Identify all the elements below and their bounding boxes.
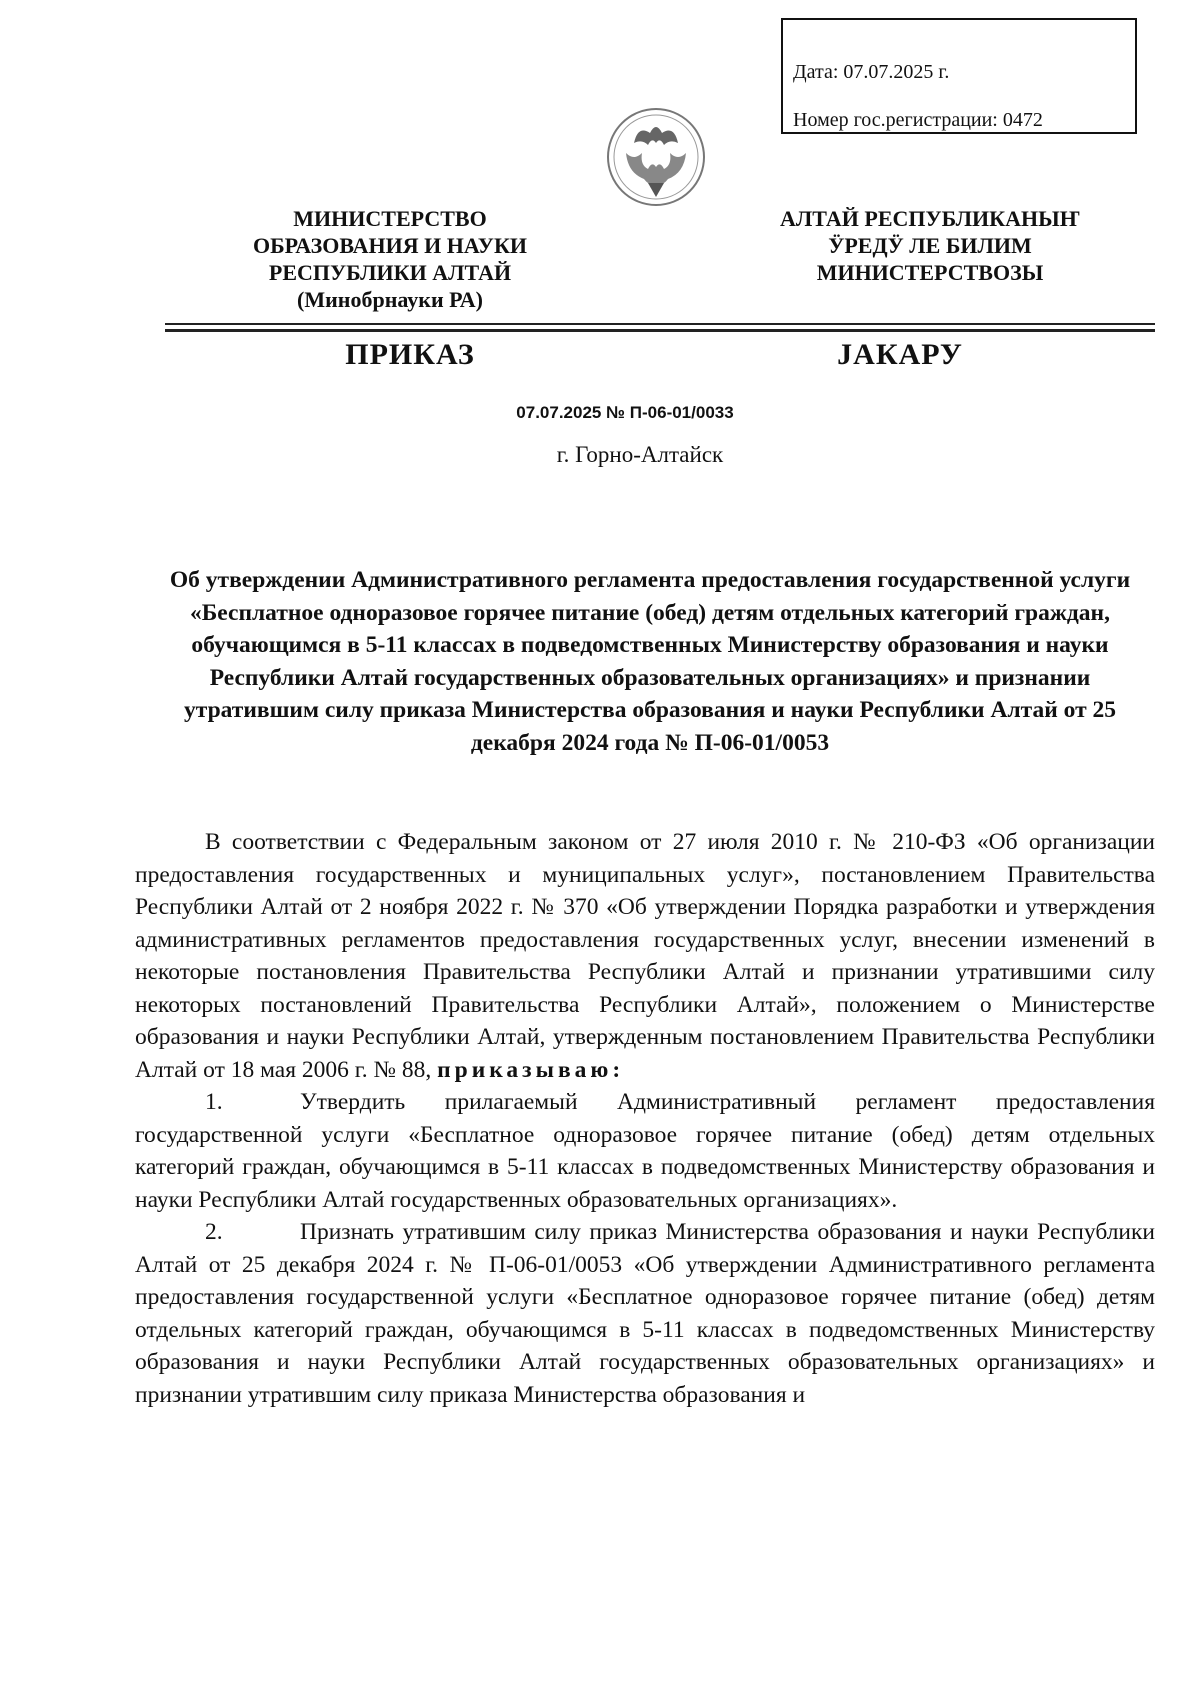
registration-number-label: Номер гос.регистрации:: [793, 109, 998, 131]
ministry-name-line: (Минобрнауки РА): [297, 287, 483, 312]
ministry-name-line: МИНИСТЕРСТВО: [293, 206, 487, 231]
ministry-name-altai: [740, 205, 1120, 286]
preamble-text: В соответствии с Федеральным законом от 27 июля 2010 г. № 210-ФЗ «Об организации предоставления государственных и муниципальных услуг», постановлением Правительства Республики Алтай от 2 ноября 2022 г. № 370 «Об утверждении Порядка разработки и утверждения административных регламентов предоставления государственных услуг, внесении изменений в некоторые постановления Правительства Республики Алтай и признании утратившими силу некоторых постановлений Правительства Республики Алтай», положением о Министерстве образования и науки Республики Алтай, утвержденным постановлением Правительства Республики Алтай от 18 мая 2006 г. № 88,: [135, 829, 1155, 1083]
order-number: 07.07.2025 № П-06-01/0033: [516, 403, 734, 422]
order-item: [135, 1216, 1155, 1411]
registration-date-row: [793, 48, 1135, 96]
registration-date-value: 07.07.2025 г.: [843, 61, 950, 83]
ministry-name-line: МИНИСТЕРСТВОЗЫ: [816, 260, 1044, 285]
registration-number-row: [793, 96, 1135, 144]
registration-stamp: [781, 18, 1137, 134]
doc-type-altai: ЈАКАРУ: [837, 338, 963, 371]
document-body: [135, 826, 1155, 1411]
order-item-number: 1.: [205, 1089, 223, 1115]
doc-type-russian: ПРИКАЗ: [345, 338, 475, 371]
republic-emblem-icon: [604, 103, 708, 211]
ministry-name-line: РЕСПУБЛИКИ АЛТАЙ: [268, 260, 512, 285]
preamble-paragraph: [135, 826, 1155, 1086]
city: г. Горно-Алтайск: [556, 442, 724, 467]
ministry-name-line: ОБРАЗОВАНИЯ И НАУКИ: [252, 233, 528, 258]
ministry-name-russian: [200, 205, 580, 313]
header-divider-thick: [165, 329, 1155, 332]
directive-word: приказываю:: [437, 1056, 625, 1083]
registration-number-value: 0472: [1002, 109, 1043, 131]
header-divider-thin: [165, 323, 1155, 325]
order-item-number: 2.: [205, 1219, 223, 1245]
registration-date-label: Дата:: [793, 61, 839, 83]
document-title: Об утверждении Административного регламента предоставления государственной услуги «Бесплатное одноразовое горячее питание (обед) детям отдельных категорий граждан, обучающимся в 5-11 классах в подведомственных Министерству образования и науки Республики Алтай государственных образовательных организациях» и признании утратившим силу приказа Министерства образования и науки Республики Алтай от 25 декабря 2024 года № П-06-01/0053: [169, 567, 1131, 756]
order-item-text: Утвердить прилагаемый Административный регламент предоставления государственной услуги «Бесплатное одноразовое горячее питание (обед) детям отдельных категорий граждан, обучающимся в 5-11 классах в подведомственных Министерству образования и науки Республики Алтай государственных образовательных организациях».: [135, 1089, 1155, 1213]
ministry-name-line: АЛТАЙ РЕСПУБЛИКАНЫҤ: [780, 206, 1080, 231]
ministry-name-line: ӰРЕДӰ ЛЕ БИЛИМ: [828, 233, 1032, 258]
order-item-text: Признать утратившим силу приказ Министерства образования и науки Республики Алтай от 25 декабря 2024 г. № П-06-01/0053 «Об утверждении Административного регламента предоставления государственной услуги «Бесплатное одноразовое горячее питание (обед) детям отдельных категорий граждан, обучающимся в 5-11 классах в подведомственных Министерству образования и науки Республики Алтай государственных образовательных организациях» и признании утратившим силу приказа Министерства образования и: [135, 1219, 1155, 1408]
order-item: [135, 1086, 1155, 1216]
